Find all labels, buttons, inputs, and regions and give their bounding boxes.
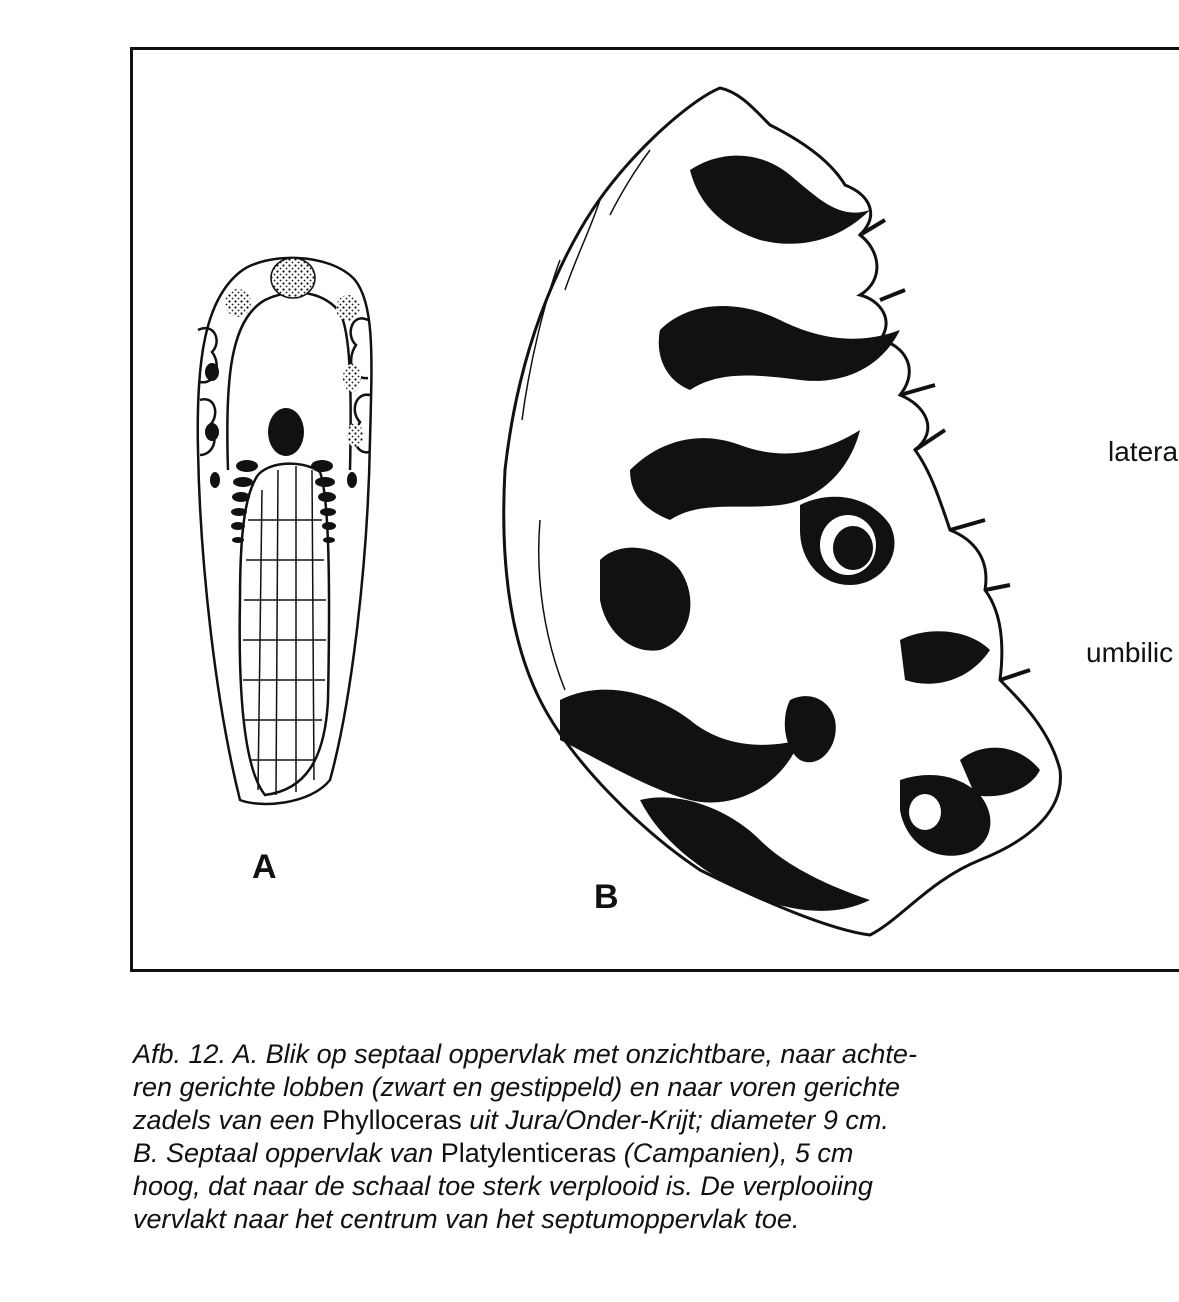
caption-line (133, 1137, 1093, 1170)
figure-caption (133, 1038, 1093, 1236)
caption-line (133, 1071, 1093, 1104)
caption-line (133, 1203, 1093, 1236)
side-label-lateral: latera (1108, 436, 1179, 467)
side-label-umbilical: umbilic (1086, 637, 1174, 668)
drawing-a-phylloceras (198, 258, 372, 804)
drawing-b-platylenticeras (504, 88, 1061, 935)
caption-segment: Afb. 12. A. Blik op septaal oppervlak met onzichtbare, naar achte- (133, 1039, 917, 1069)
caption-line (133, 1038, 1093, 1071)
caption-genus-phylloceras: Phylloceras (322, 1105, 462, 1135)
caption-genus-platylenticeras: Platylenticeras (440, 1138, 617, 1168)
caption-segment: (Campanien), 5 cm (616, 1138, 854, 1168)
panel-label-a: A (252, 848, 277, 886)
panel-label-b: B (594, 878, 619, 916)
caption-line (133, 1170, 1093, 1203)
caption-segment: hoog, dat naar de schaal toe sterk verplooid is. De verplooiing (133, 1171, 873, 1201)
caption-line (133, 1104, 1093, 1137)
caption-segment: zadels van een (133, 1105, 323, 1135)
caption-segment: vervlakt naar het centrum van het septumoppervlak toe. (133, 1204, 800, 1234)
caption-segment: B. Septaal oppervlak van (133, 1138, 441, 1168)
caption-segment: uit Jura/Onder-Krijt; diameter 9 cm. (461, 1105, 889, 1135)
caption-segment: ren gerichte lobben (zwart en gestippeld) en naar voren gerichte (133, 1072, 900, 1102)
